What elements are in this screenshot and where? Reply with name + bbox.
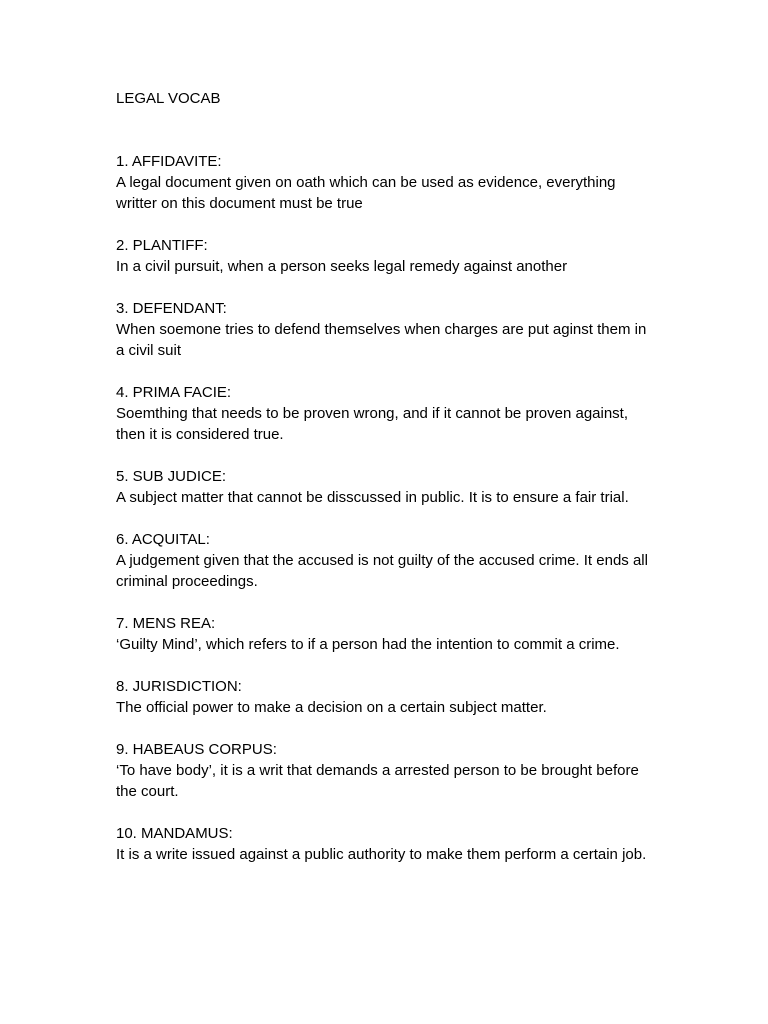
vocab-definition: In a civil pursuit, when a person seeks legal remedy against another — [116, 258, 568, 275]
vocab-term: 10. MANDAMUS: — [116, 825, 233, 842]
vocab-entry — [116, 676, 658, 718]
vocab-term: 8. JURISDICTION: — [116, 678, 242, 695]
vocab-term: 9. HABEAUS CORPUS: — [116, 741, 277, 758]
vocab-entry — [116, 382, 658, 445]
vocab-definition: ‘To have body’, it is a writ that demands a arrested person to be brought before the court. — [116, 762, 639, 800]
vocab-definition: A judgement given that the accused is not guilty of the accused crime. It ends all criminal proceedings. — [116, 552, 648, 590]
vocab-definition: The official power to make a decision on a certain subject matter. — [116, 699, 547, 716]
vocab-term: 7. MENS REA: — [116, 615, 216, 632]
vocab-definition: It is a write issued against a public authority to make them perform a certain job. — [116, 846, 647, 863]
vocab-entry — [116, 151, 658, 214]
vocab-definition: A subject matter that cannot be disscussed in public. It is to ensure a fair trial. — [116, 489, 629, 506]
vocab-entry — [116, 613, 658, 655]
vocab-entry — [116, 235, 658, 277]
vocab-entry — [116, 739, 658, 802]
vocab-definition: When soemone tries to defend themselves when charges are put aginst them in a civil suit — [116, 321, 647, 359]
document-title: LEGAL VOCAB — [116, 90, 221, 107]
vocab-term: 5. SUB JUDICE: — [116, 468, 227, 485]
vocab-definition: ‘Guilty Mind’, which refers to if a person had the intention to commit a crime. — [116, 636, 620, 653]
vocab-definition: Soemthing that needs to be proven wrong, and if it cannot be proven against, then it is considered true. — [116, 405, 629, 443]
vocab-definition: A legal document given on oath which can be used as evidence, everything writter on this document must be true — [116, 174, 616, 212]
vocab-term: 6. ACQUITAL: — [116, 531, 210, 548]
vocab-term: 3. DEFENDANT: — [116, 300, 227, 317]
vocab-entry — [116, 466, 658, 508]
vocab-term: 1. AFFIDAVITE: — [116, 153, 222, 170]
vocab-term: 2. PLANTIFF: — [116, 237, 208, 254]
vocab-entry — [116, 298, 658, 361]
vocab-entry — [116, 823, 658, 865]
vocab-entry — [116, 529, 658, 592]
vocab-term: 4. PRIMA FACIE: — [116, 384, 232, 401]
